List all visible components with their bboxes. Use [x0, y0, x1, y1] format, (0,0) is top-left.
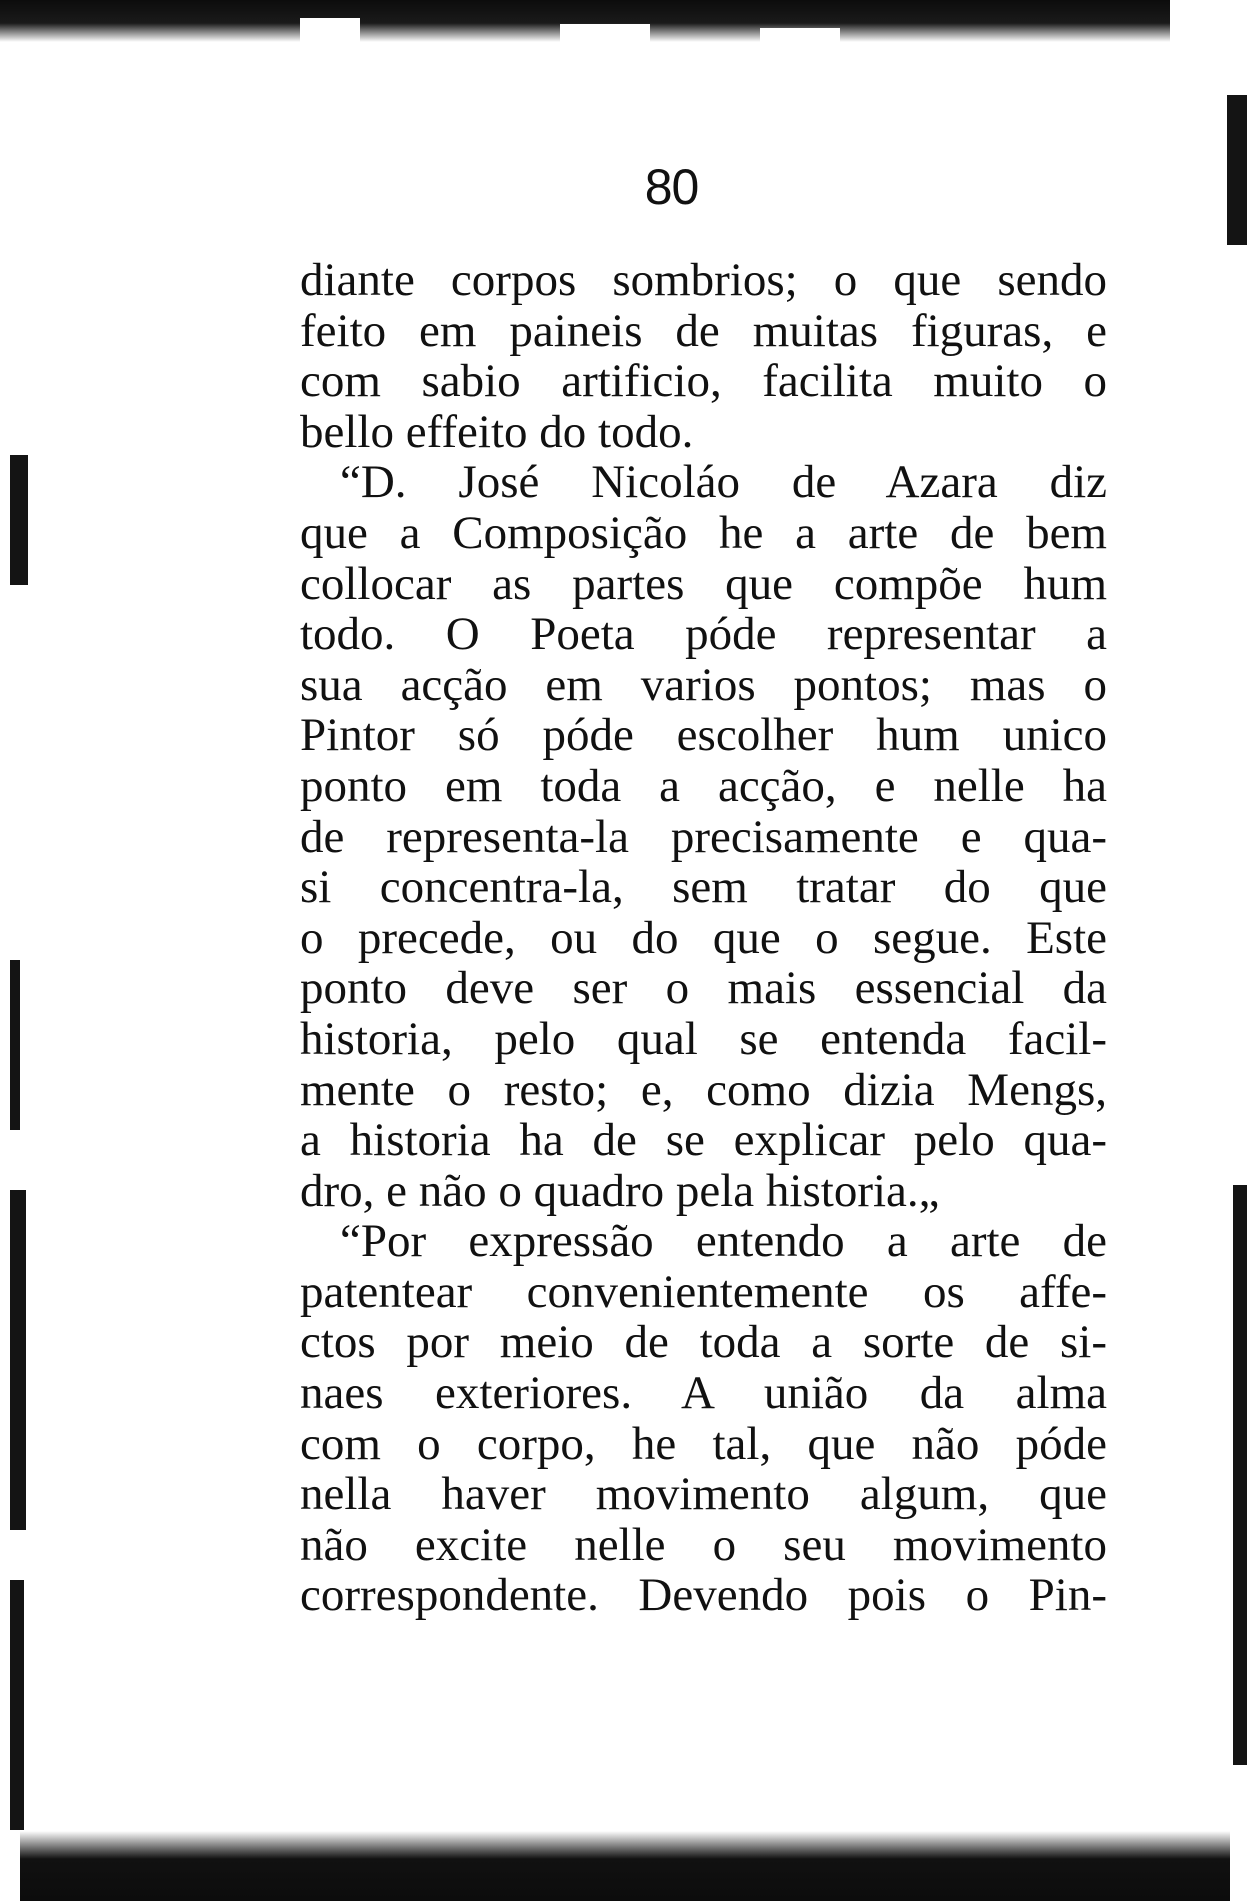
- text-line: que a Composição he a arte de bem: [300, 506, 1107, 559]
- scan-edge-notch: [760, 28, 840, 54]
- text-line: si concentra-la, sem tratar do que: [300, 861, 1107, 914]
- scan-edge-right: [1233, 1185, 1247, 1765]
- text-line: a historia ha de se explicar pelo qua-: [300, 1114, 1107, 1167]
- text-line: correspondente. Devendo pois o Pin-: [300, 1569, 1107, 1622]
- text-line: não excite nelle o seu movimento: [300, 1518, 1107, 1571]
- text-line: diante corpos sombrios; o que sendo: [300, 254, 1107, 306]
- text-line: “Por expressão entendo a arte de: [340, 1215, 1107, 1268]
- text-line: mente o resto; e, como dizia Mengs,: [300, 1063, 1107, 1116]
- scan-edge-left: [10, 1580, 24, 1830]
- scan-edge-notch: [300, 18, 360, 44]
- text-line: com o corpo, he tal, que não póde: [300, 1417, 1107, 1470]
- scan-edge-left: [10, 1190, 26, 1530]
- page-number: 80: [644, 159, 699, 215]
- text-line: de representa-la precisamente e qua-: [300, 810, 1107, 863]
- scan-edge-notch: [560, 24, 650, 50]
- text-line: historia, pelo qual se entenda facil-: [300, 1012, 1107, 1065]
- text-line: ctos por meio de toda a sorte de si-: [300, 1316, 1107, 1369]
- text-line: Pintor só póde escolher hum unico: [300, 709, 1107, 762]
- scan-edge-left: [10, 960, 20, 1130]
- text-line: com sabio artificio, facilita muito o: [300, 355, 1107, 408]
- text-line: ponto deve ser o mais essencial da: [300, 962, 1107, 1015]
- scan-edge-left: [10, 455, 28, 585]
- text-line: patentear convenientemente os affe-: [300, 1265, 1107, 1318]
- text-line: todo. O Poeta póde representar a: [300, 608, 1107, 661]
- text-line: o precede, ou do que o segue. Este: [300, 911, 1107, 964]
- text-line: collocar as partes que compõe hum: [300, 557, 1107, 610]
- body-text: [300, 255, 1107, 1621]
- text-line: bello effeito do todo.: [300, 405, 694, 458]
- text-line: nella haver movimento algum, que: [300, 1468, 1107, 1521]
- scan-edge-bottom: [20, 1831, 1230, 1901]
- text-line: sua acção em varios pontos; mas o: [300, 658, 1107, 711]
- text-line: naes exteriores. A união da alma: [300, 1367, 1107, 1420]
- text-line: ponto em toda a acção, e nelle ha: [300, 759, 1107, 812]
- text-line: feito em paineis de muitas figuras, e: [300, 304, 1107, 357]
- text-line: “D. José Nicoláo de Azara diz: [340, 456, 1107, 509]
- text-line: dro, e não o quadro pela historia.„: [300, 1164, 940, 1217]
